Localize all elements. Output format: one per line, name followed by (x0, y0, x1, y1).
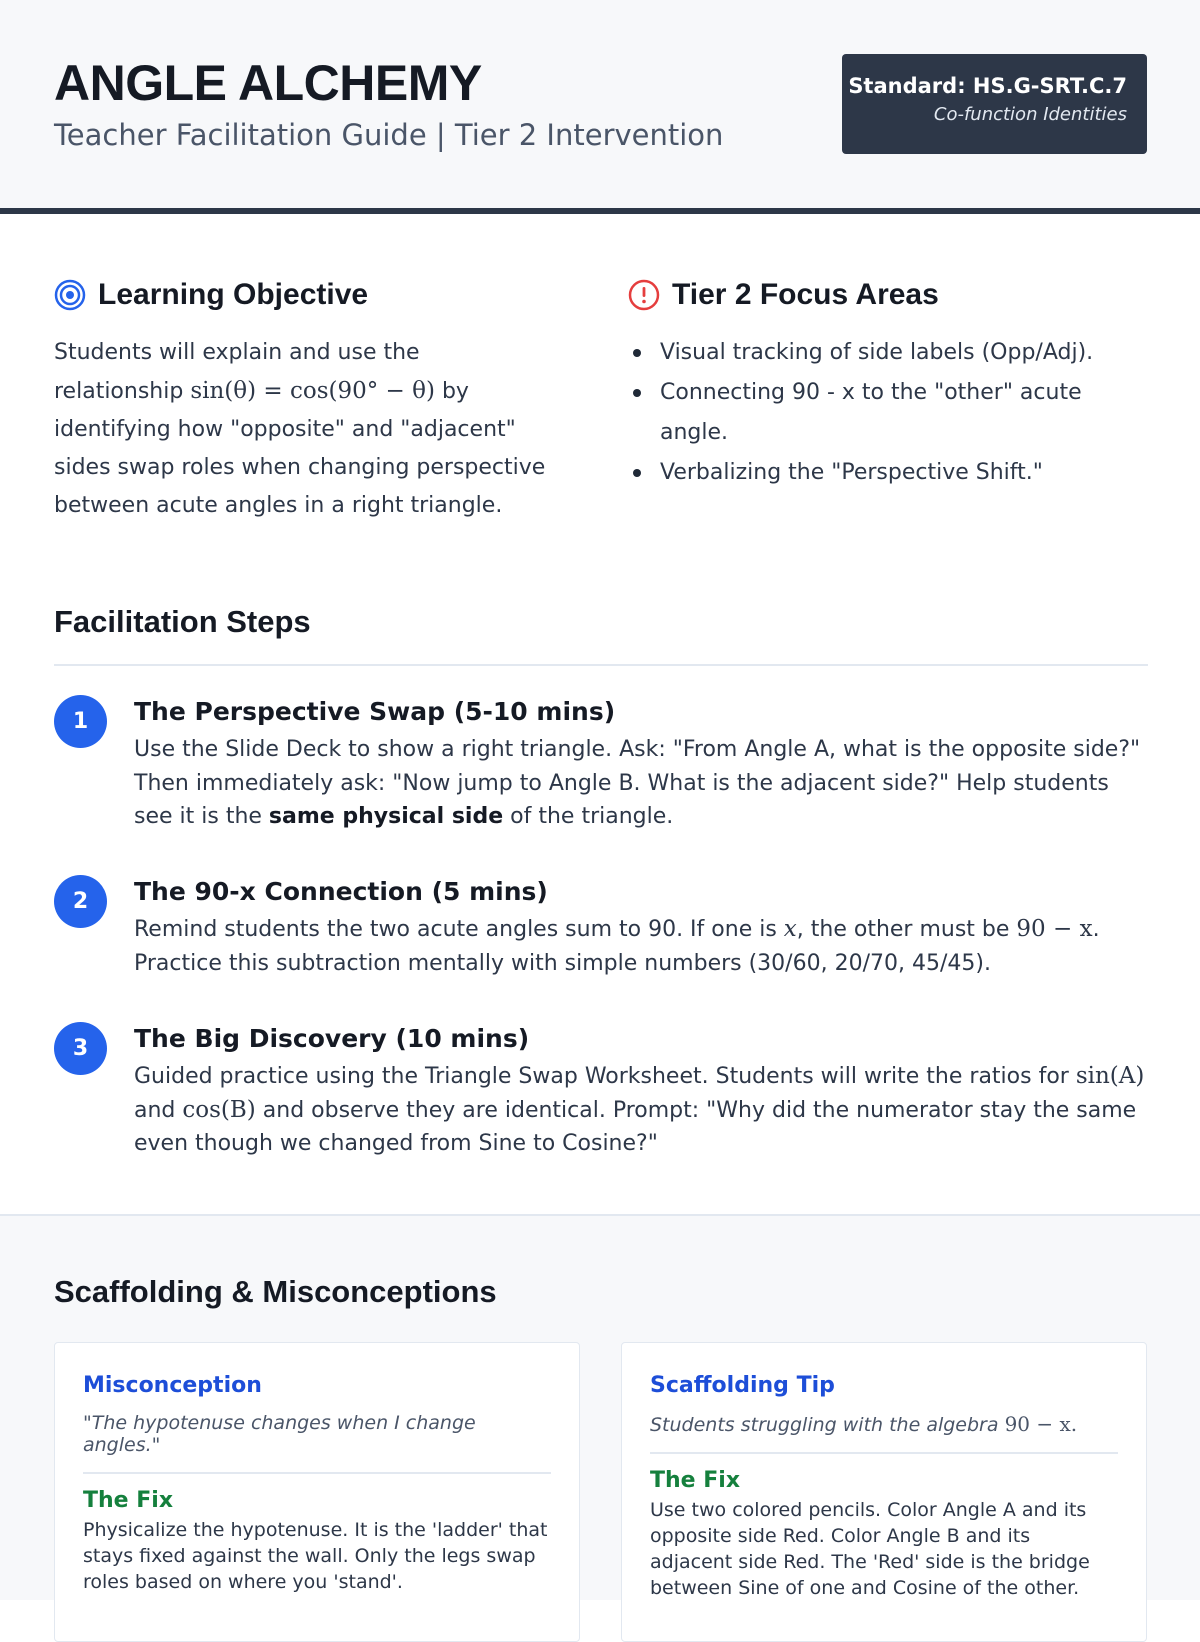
step-body-text: and (134, 1097, 183, 1123)
step-body (134, 1060, 1154, 1161)
objective-heading: Learning Objective (98, 278, 369, 311)
target-icon (54, 279, 86, 311)
step-title: The 90-x Connection (5 mins) (134, 877, 548, 906)
step-title: The Big Discovery (10 mins) (134, 1024, 530, 1053)
standard-badge (842, 54, 1147, 154)
objective-text-start: Students will explain and use the relationship (54, 340, 420, 404)
fix-text: Physicalize the hypotenuse. It is the 'ladder' that stays fixed against the wall. Only the legs swap roles based on where you 'stand'. (83, 1519, 548, 1593)
fix-label: The Fix (83, 1488, 174, 1513)
fix-label: The Fix (650, 1468, 741, 1493)
page-title: ANGLE ALCHEMY (54, 55, 482, 111)
focus-heading-row (628, 278, 939, 312)
objective-text-end: by identifying how "opposite" and "adjacent" sides swap roles when changing perspective between acute angles in a right triangle. (54, 379, 546, 518)
step-body (134, 913, 1154, 980)
focus-item: Connecting 90 - x to the "other" acute angle. (628, 373, 1148, 453)
card-quote: "The hypotenuse changes when I change angles." (83, 1412, 551, 1474)
math-expression: 90 − x. (1004, 1412, 1078, 1436)
step-title: The Perspective Swap (5-10 mins) (134, 697, 616, 726)
math-variable: x (783, 916, 797, 942)
section-divider (54, 664, 1148, 666)
facilitation-heading: Facilitation Steps (54, 604, 311, 639)
step-body-text: . Practice this subtraction mentally with simple numbers (30/60, 20/70, 45/45). (134, 917, 1100, 976)
objective-heading-row (54, 278, 368, 312)
step-body-text: Remind students the two acute angles sum to 90. If one is (134, 917, 784, 942)
scaffolding-heading: Scaffolding & Misconceptions (54, 1274, 497, 1309)
step-body (134, 733, 1154, 834)
math-expression: 90 − x (1016, 916, 1093, 942)
step-emphasis: same physical side (268, 804, 504, 829)
alert-icon (628, 279, 660, 311)
standard-topic: Co-function Identities (933, 104, 1127, 125)
step-number-badge: 1 (54, 695, 107, 748)
card-quote-text: Students struggling with the algebra (650, 1414, 1005, 1436)
focus-list (628, 333, 1148, 493)
misconception-card (54, 1342, 580, 1642)
card-quote (650, 1412, 1118, 1454)
focus-heading: Tier 2 Focus Areas (672, 278, 939, 311)
step-number-badge: 3 (54, 1022, 107, 1075)
focus-item: Visual tracking of side labels (Opp/Adj). (628, 333, 1148, 373)
identity-formula: sin(θ) = cos(90° − θ) (190, 378, 435, 404)
card-label: Scaffolding Tip (650, 1373, 835, 1398)
step-body-text: and observe they are identical. Prompt: "Why did the numerator stay the same even though we changed from Sine to Cosine?" (134, 1097, 1137, 1156)
focus-item: Verbalizing the "Perspective Shift." (628, 453, 1148, 493)
page-header (0, 0, 1200, 214)
page-subtitle: Teacher Facilitation Guide | Tier 2 Intervention (54, 118, 724, 152)
scaffolding-tip-card (621, 1342, 1147, 1642)
step-body-text: Use the Slide Deck to show a right triangle. Ask: "From Angle A, what is the opposite side?" Then immediately ask: "Now jump to Angle B. What is the adjacent side?" Help students see it is the (134, 737, 1141, 829)
math-expression: sin(A) (1075, 1063, 1145, 1089)
step-number-badge: 2 (54, 875, 107, 928)
step-body-text: Guided practice using the Triangle Swap Worksheet. Students will write the ratios for (134, 1064, 1076, 1089)
step-body-text: of the triangle. (503, 804, 674, 829)
standard-code: Standard: HS.G-SRT.C.7 (848, 74, 1127, 98)
card-label: Misconception (83, 1373, 262, 1398)
math-expression: cos(B) (182, 1096, 256, 1123)
step-body-text: , the other must be (796, 917, 1017, 942)
objective-text (54, 334, 554, 525)
fix-text: Use two colored pencils. Color Angle A and its opposite side Red. Color Angle B and its adjacent side Red. The 'Red' side is the bridge between Sine of one and Cosine of the other. (650, 1499, 1090, 1599)
